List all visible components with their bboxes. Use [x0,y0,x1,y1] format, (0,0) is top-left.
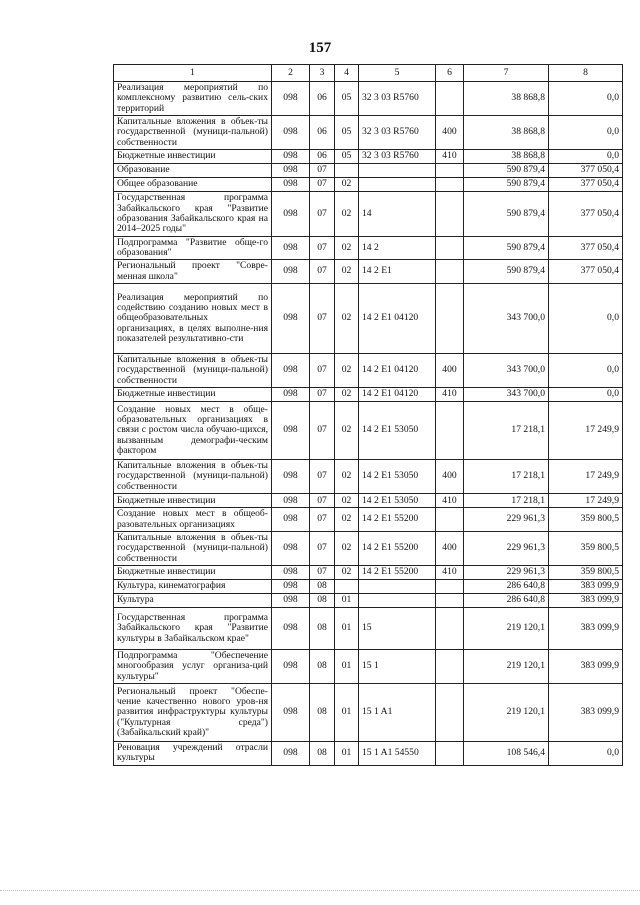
row-expense-type-cell: 410 [436,565,464,579]
row-name-cell: Бюджетные инвестиции [114,494,272,508]
row-target-article-cell: 14 2 E1 04120 [359,284,436,354]
row-amount-year2-cell: 377 050,4 [549,178,623,192]
row-expense-type-cell [436,742,464,766]
row-expense-type-cell: 410 [436,494,464,508]
row-expense-type-cell [436,178,464,192]
row-expense-type-cell: 400 [436,116,464,150]
row-name-cell: Государственная программа Забайкальского края "Развитие культуры в Забайкальском крае" [114,607,272,649]
row-amount-year1-cell: 343 700,0 [464,388,549,402]
row-amount-year2-cell: 359 800,5 [549,508,623,532]
row-subsection-cell: 01 [335,607,359,649]
row-amount-year1-cell: 219 120,1 [464,607,549,649]
row-name-cell: Реализация мероприятий по комплексному развитию сель-ских территорий [114,82,272,116]
row-amount-year2-cell: 0,0 [549,284,623,354]
row-grbs-cell: 098 [272,260,310,284]
row-subsection-cell: 02 [335,494,359,508]
row-grbs-cell: 098 [272,82,310,116]
row-name-cell: Образование [114,164,272,178]
row-name-cell: Создание новых мест в обще-образовательных организациях в связи с ростом числа обучаю-щихся, вызванным демографи-ческим фактором [114,402,272,460]
row-grbs-cell: 098 [272,354,310,388]
header-cell-2: 2 [272,65,310,82]
row-grbs-cell: 098 [272,236,310,260]
row-section-cell: 07 [310,388,335,402]
row-expense-type-cell [436,508,464,532]
row-name-cell: Капитальные вложения в объек-ты государственной (муници-пальной) собственности [114,116,272,150]
row-grbs-cell: 098 [272,649,310,683]
row-name-cell: Государственная программа Забайкальского края "Развитие образования Забайкальского края на 2014–2025 годы" [114,192,272,236]
header-cell-8: 8 [549,65,623,82]
row-amount-year1-cell: 38 868,8 [464,82,549,116]
row-name-cell: Создание новых мест в общеоб-разовательных организациях [114,508,272,532]
row-expense-type-cell: 400 [436,460,464,494]
row-amount-year1-cell: 343 700,0 [464,354,549,388]
row-amount-year2-cell: 383 099,9 [549,684,623,742]
row-section-cell: 08 [310,684,335,742]
table-row [114,579,623,593]
row-subsection-cell: 02 [335,284,359,354]
row-grbs-cell: 098 [272,593,310,607]
row-amount-year1-cell: 590 879,4 [464,178,549,192]
row-section-cell: 06 [310,82,335,116]
row-amount-year2-cell: 17 249,9 [549,460,623,494]
row-section-cell: 08 [310,579,335,593]
row-amount-year2-cell: 383 099,9 [549,593,623,607]
row-grbs-cell: 098 [272,565,310,579]
row-subsection-cell [335,579,359,593]
header-cell-6: 6 [436,65,464,82]
row-grbs-cell: 098 [272,460,310,494]
table-body [114,82,623,766]
row-expense-type-cell [436,236,464,260]
row-section-cell: 07 [310,494,335,508]
header-cell-3: 3 [310,65,335,82]
table-row [114,742,623,766]
row-expense-type-cell: 400 [436,531,464,565]
row-amount-year2-cell: 359 800,5 [549,565,623,579]
row-amount-year2-cell: 17 249,9 [549,494,623,508]
row-grbs-cell: 098 [272,579,310,593]
row-amount-year1-cell: 17 218,1 [464,460,549,494]
row-grbs-cell: 098 [272,607,310,649]
header-cell-7: 7 [464,65,549,82]
row-target-article-cell: 15 1 A1 54550 [359,742,436,766]
table-row [114,116,623,150]
row-amount-year1-cell: 286 640,8 [464,579,549,593]
scan-edge-line [0,890,640,892]
row-expense-type-cell: 400 [436,354,464,388]
row-target-article-cell: 32 3 03 R5760 [359,116,436,150]
header-cell-1: 1 [114,65,272,82]
table-row [114,236,623,260]
row-name-cell: Бюджетные инвестиции [114,565,272,579]
table-row [114,164,623,178]
row-subsection-cell: 02 [335,354,359,388]
table-row [114,178,623,192]
row-amount-year1-cell: 229 961,3 [464,565,549,579]
row-subsection-cell: 02 [335,460,359,494]
row-target-article-cell: 14 2 E1 55200 [359,531,436,565]
row-section-cell: 06 [310,150,335,164]
row-amount-year1-cell: 590 879,4 [464,164,549,178]
row-amount-year1-cell: 229 961,3 [464,531,549,565]
row-subsection-cell: 01 [335,593,359,607]
row-amount-year2-cell: 359 800,5 [549,531,623,565]
row-target-article-cell: 14 2 E1 55200 [359,565,436,579]
row-section-cell: 07 [310,402,335,460]
row-amount-year2-cell: 383 099,9 [549,649,623,683]
table-row [114,508,623,532]
row-subsection-cell: 05 [335,82,359,116]
row-grbs-cell: 098 [272,164,310,178]
row-amount-year1-cell: 590 879,4 [464,260,549,284]
row-section-cell: 07 [310,565,335,579]
row-name-cell: Региональный проект "Совре-менная школа" [114,260,272,284]
row-grbs-cell: 098 [272,178,310,192]
row-expense-type-cell [436,579,464,593]
table-row [114,388,623,402]
row-subsection-cell: 05 [335,150,359,164]
row-amount-year2-cell: 383 099,9 [549,607,623,649]
row-expense-type-cell [436,192,464,236]
row-subsection-cell [335,164,359,178]
row-target-article-cell [359,178,436,192]
row-subsection-cell: 02 [335,565,359,579]
row-target-article-cell: 14 2 E1 55200 [359,508,436,532]
table-row [114,565,623,579]
row-subsection-cell: 02 [335,531,359,565]
table-row [114,260,623,284]
row-subsection-cell: 02 [335,508,359,532]
row-target-article-cell: 14 2 E1 04120 [359,388,436,402]
row-amount-year2-cell: 383 099,9 [549,579,623,593]
row-section-cell: 07 [310,531,335,565]
row-subsection-cell: 01 [335,649,359,683]
row-target-article-cell: 32 3 03 R5760 [359,150,436,164]
row-subsection-cell: 05 [335,116,359,150]
row-amount-year1-cell: 229 961,3 [464,508,549,532]
row-name-cell: Реализация мероприятий по содействию созданию новых мест в общеобразовательных организациях, в целях выполне-ния показателей результативно-сти [114,284,272,354]
row-section-cell: 08 [310,593,335,607]
table-row [114,284,623,354]
row-target-article-cell [359,579,436,593]
row-subsection-cell: 02 [335,192,359,236]
row-amount-year1-cell: 108 546,4 [464,742,549,766]
row-subsection-cell: 02 [335,388,359,402]
row-expense-type-cell [436,82,464,116]
table-row [114,649,623,683]
row-expense-type-cell: 410 [436,388,464,402]
row-expense-type-cell [436,684,464,742]
row-target-article-cell: 15 1 A1 [359,684,436,742]
row-section-cell: 07 [310,192,335,236]
table-header-row [114,65,623,82]
table-row [114,607,623,649]
row-section-cell: 08 [310,649,335,683]
table-row [114,593,623,607]
row-amount-year1-cell: 590 879,4 [464,236,549,260]
row-expense-type-cell: 410 [436,150,464,164]
row-section-cell: 08 [310,607,335,649]
row-subsection-cell: 02 [335,178,359,192]
row-amount-year1-cell: 343 700,0 [464,284,549,354]
row-name-cell: Реновация учреждений отрасли культуры [114,742,272,766]
row-amount-year1-cell: 590 879,4 [464,192,549,236]
row-name-cell: Подпрограмма "Развитие обще-го образования" [114,236,272,260]
row-name-cell: Подпрограмма "Обеспечение многообразия услуг организа-ций культуры" [114,649,272,683]
row-expense-type-cell [436,164,464,178]
row-name-cell: Культура, кинематография [114,579,272,593]
row-target-article-cell [359,593,436,607]
row-target-article-cell: 14 [359,192,436,236]
row-grbs-cell: 098 [272,531,310,565]
row-amount-year2-cell: 377 050,4 [549,236,623,260]
row-amount-year2-cell: 17 249,9 [549,402,623,460]
table-row [114,192,623,236]
row-amount-year1-cell: 38 868,8 [464,150,549,164]
row-expense-type-cell [436,649,464,683]
row-target-article-cell: 14 2 [359,236,436,260]
table-row [114,82,623,116]
row-target-article-cell: 14 2 E1 53050 [359,460,436,494]
table-row [114,684,623,742]
row-amount-year1-cell: 38 868,8 [464,116,549,150]
row-expense-type-cell [436,607,464,649]
table-row [114,494,623,508]
row-subsection-cell: 02 [335,260,359,284]
row-section-cell: 07 [310,164,335,178]
row-section-cell: 07 [310,508,335,532]
header-cell-4: 4 [335,65,359,82]
row-amount-year2-cell: 0,0 [549,388,623,402]
row-amount-year1-cell: 219 120,1 [464,684,549,742]
row-name-cell: Капитальные вложения в объек-ты государственной (муници-пальной) собственности [114,460,272,494]
row-section-cell: 08 [310,742,335,766]
row-amount-year2-cell: 0,0 [549,82,623,116]
row-target-article-cell: 14 2 E1 53050 [359,402,436,460]
row-section-cell: 07 [310,260,335,284]
row-section-cell: 07 [310,178,335,192]
row-target-article-cell [359,164,436,178]
table-row [114,402,623,460]
row-target-article-cell: 15 [359,607,436,649]
table-row [114,150,623,164]
table-row [114,531,623,565]
row-amount-year2-cell: 0,0 [549,354,623,388]
row-name-cell: Региональный проект "Обеспе-чение качественно нового уров-ня развития инфраструктуры культуры ("Культурная среда") (Забайкальский край)" [114,684,272,742]
row-subsection-cell: 01 [335,742,359,766]
page-number: 157 [308,40,332,56]
row-amount-year2-cell: 0,0 [549,116,623,150]
row-target-article-cell: 14 2 E1 04120 [359,354,436,388]
row-amount-year1-cell: 17 218,1 [464,402,549,460]
row-name-cell: Капитальные вложения в объек-ты государственной (муници-пальной) собственности [114,354,272,388]
row-expense-type-cell [436,593,464,607]
row-amount-year2-cell: 377 050,4 [549,260,623,284]
row-amount-year2-cell: 377 050,4 [549,192,623,236]
row-amount-year1-cell: 286 640,8 [464,593,549,607]
row-amount-year1-cell: 219 120,1 [464,649,549,683]
row-grbs-cell: 098 [272,150,310,164]
row-section-cell: 07 [310,460,335,494]
header-cell-5: 5 [359,65,436,82]
row-section-cell: 07 [310,236,335,260]
row-subsection-cell: 01 [335,684,359,742]
row-subsection-cell: 02 [335,402,359,460]
row-name-cell: Бюджетные инвестиции [114,150,272,164]
row-name-cell: Бюджетные инвестиции [114,388,272,402]
row-expense-type-cell [436,402,464,460]
row-amount-year1-cell: 17 218,1 [464,494,549,508]
row-grbs-cell: 098 [272,192,310,236]
row-name-cell: Культура [114,593,272,607]
budget-table [113,64,623,766]
row-grbs-cell: 098 [272,116,310,150]
row-grbs-cell: 098 [272,742,310,766]
row-subsection-cell: 02 [335,236,359,260]
row-target-article-cell: 14 2 E1 [359,260,436,284]
row-target-article-cell: 15 1 [359,649,436,683]
row-target-article-cell: 14 2 E1 53050 [359,494,436,508]
row-expense-type-cell [436,284,464,354]
row-grbs-cell: 098 [272,508,310,532]
row-amount-year2-cell: 0,0 [549,742,623,766]
row-section-cell: 07 [310,284,335,354]
row-amount-year2-cell: 0,0 [549,150,623,164]
row-grbs-cell: 098 [272,402,310,460]
row-target-article-cell: 32 3 03 R5760 [359,82,436,116]
row-amount-year2-cell: 377 050,4 [549,164,623,178]
row-section-cell: 07 [310,354,335,388]
row-name-cell: Общее образование [114,178,272,192]
row-expense-type-cell [436,260,464,284]
row-grbs-cell: 098 [272,494,310,508]
row-grbs-cell: 098 [272,388,310,402]
row-grbs-cell: 098 [272,284,310,354]
table-row [114,354,623,388]
table-row [114,460,623,494]
row-grbs-cell: 098 [272,684,310,742]
row-section-cell: 06 [310,116,335,150]
row-name-cell: Капитальные вложения в объек-ты государственной (муници-пальной) собственности [114,531,272,565]
